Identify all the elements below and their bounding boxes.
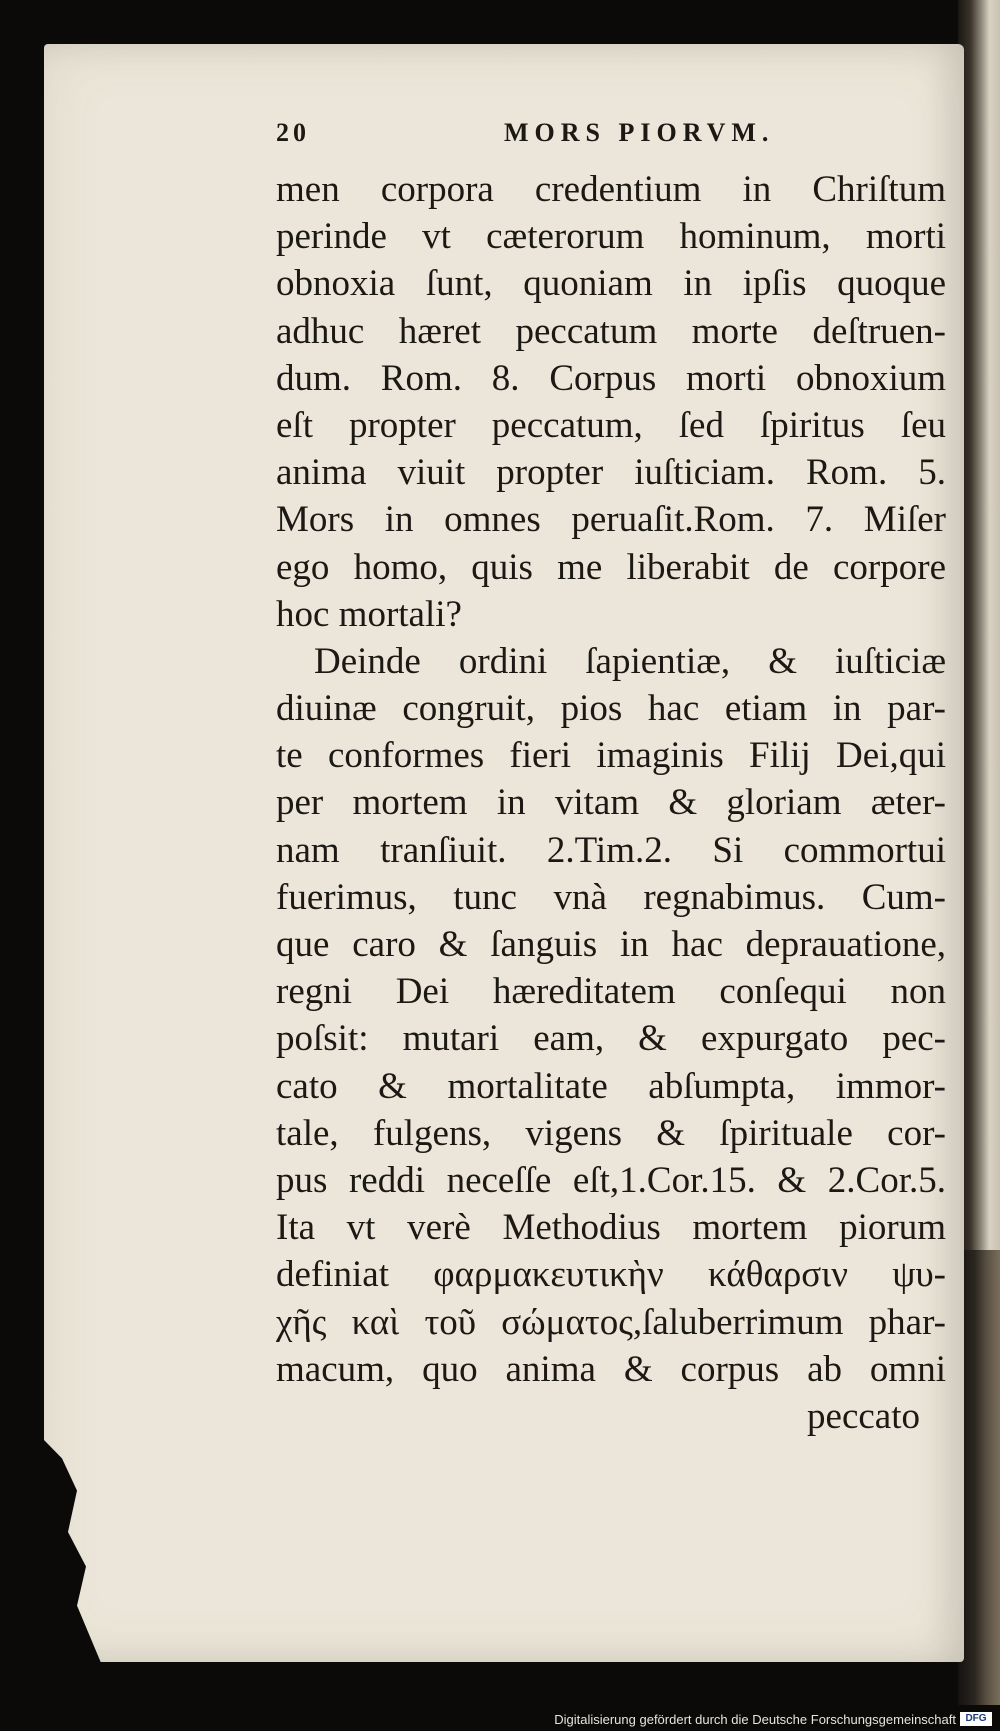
text-line: tale, fulgens, vigens & ſpirituale cor- (276, 1112, 946, 1154)
text-line: hoc mortali? (276, 593, 462, 635)
text-line: regni Dei hæreditatem conſequi non (276, 971, 946, 1013)
text-line: definiat φαρμακευτικὴν κάθαρσιν ψυ- (276, 1254, 946, 1296)
footer-bar (0, 1705, 1000, 1731)
paragraph-start-line: Deinde ordini ſapientiæ, & iuſticiæ (314, 640, 946, 682)
text-block (276, 118, 946, 1440)
text-line: dum. Rom. 8. Corpus morti obnoxium (276, 357, 946, 399)
text-line: nam tranſiuit. 2.Tim.2. Si commortui (276, 829, 946, 871)
running-title: MORS PIORVM. (504, 118, 775, 147)
text-line: ego homo, quis me liberabit de corpore (276, 546, 946, 588)
text-line: anima viuit propter iuſticiam. Rom. 5. (276, 452, 946, 494)
text-line: per mortem in vitam & gloriam æter- (276, 782, 946, 824)
catchword: peccato (807, 1395, 920, 1437)
text-line: men corpora credentium in Chriſtum (276, 169, 946, 210)
text-line: eſt propter peccatum, ſed ſpiritus ſeu (276, 404, 946, 446)
dfg-logo: DFG (960, 1712, 992, 1726)
text-line: Ita vt verè Methodius mortem piorum (276, 1207, 946, 1249)
text-line: χῆς καὶ τοῦ σώματος,ſaluberrimum phar- (276, 1301, 946, 1343)
funding-credit: Digitalisierung gefördert durch die Deutsche Forschungsgemeinschaft (554, 1712, 956, 1727)
book-edge-shadow (958, 1250, 1000, 1731)
text-line: poſsit: mutari eam, & expurgato pec- (276, 1018, 946, 1060)
text-line: cato & mortalitate abſumpta, immor- (276, 1065, 946, 1107)
text-line: que caro & ſanguis in hac deprauatione, (276, 924, 946, 965)
running-head (276, 118, 946, 152)
text-line: obnoxia ſunt, quoniam in ipſis quoque (276, 263, 946, 305)
text-line: adhuc hæret peccatum morte deſtruen- (276, 310, 946, 352)
text-line: macum, quo anima & corpus ab omni (276, 1348, 946, 1390)
text-line: fuerimus, tunc vnà regnabimus. Cum- (276, 876, 946, 918)
text-line: perinde vt cæterorum hominum, morti (276, 216, 946, 258)
text-line: diuinæ congruit, pios hac etiam in par- (276, 688, 946, 730)
text-line: te conformes fieri imaginis Filij Dei,qui (276, 735, 946, 777)
page-number: 20 (276, 118, 310, 147)
text-line: Mors in omnes peruaſit.Rom. 7. Miſer (276, 499, 946, 541)
body-text (276, 166, 946, 1440)
text-line: pus reddi neceſſe eſt,1.Cor.15. & 2.Cor.5. (276, 1159, 946, 1201)
